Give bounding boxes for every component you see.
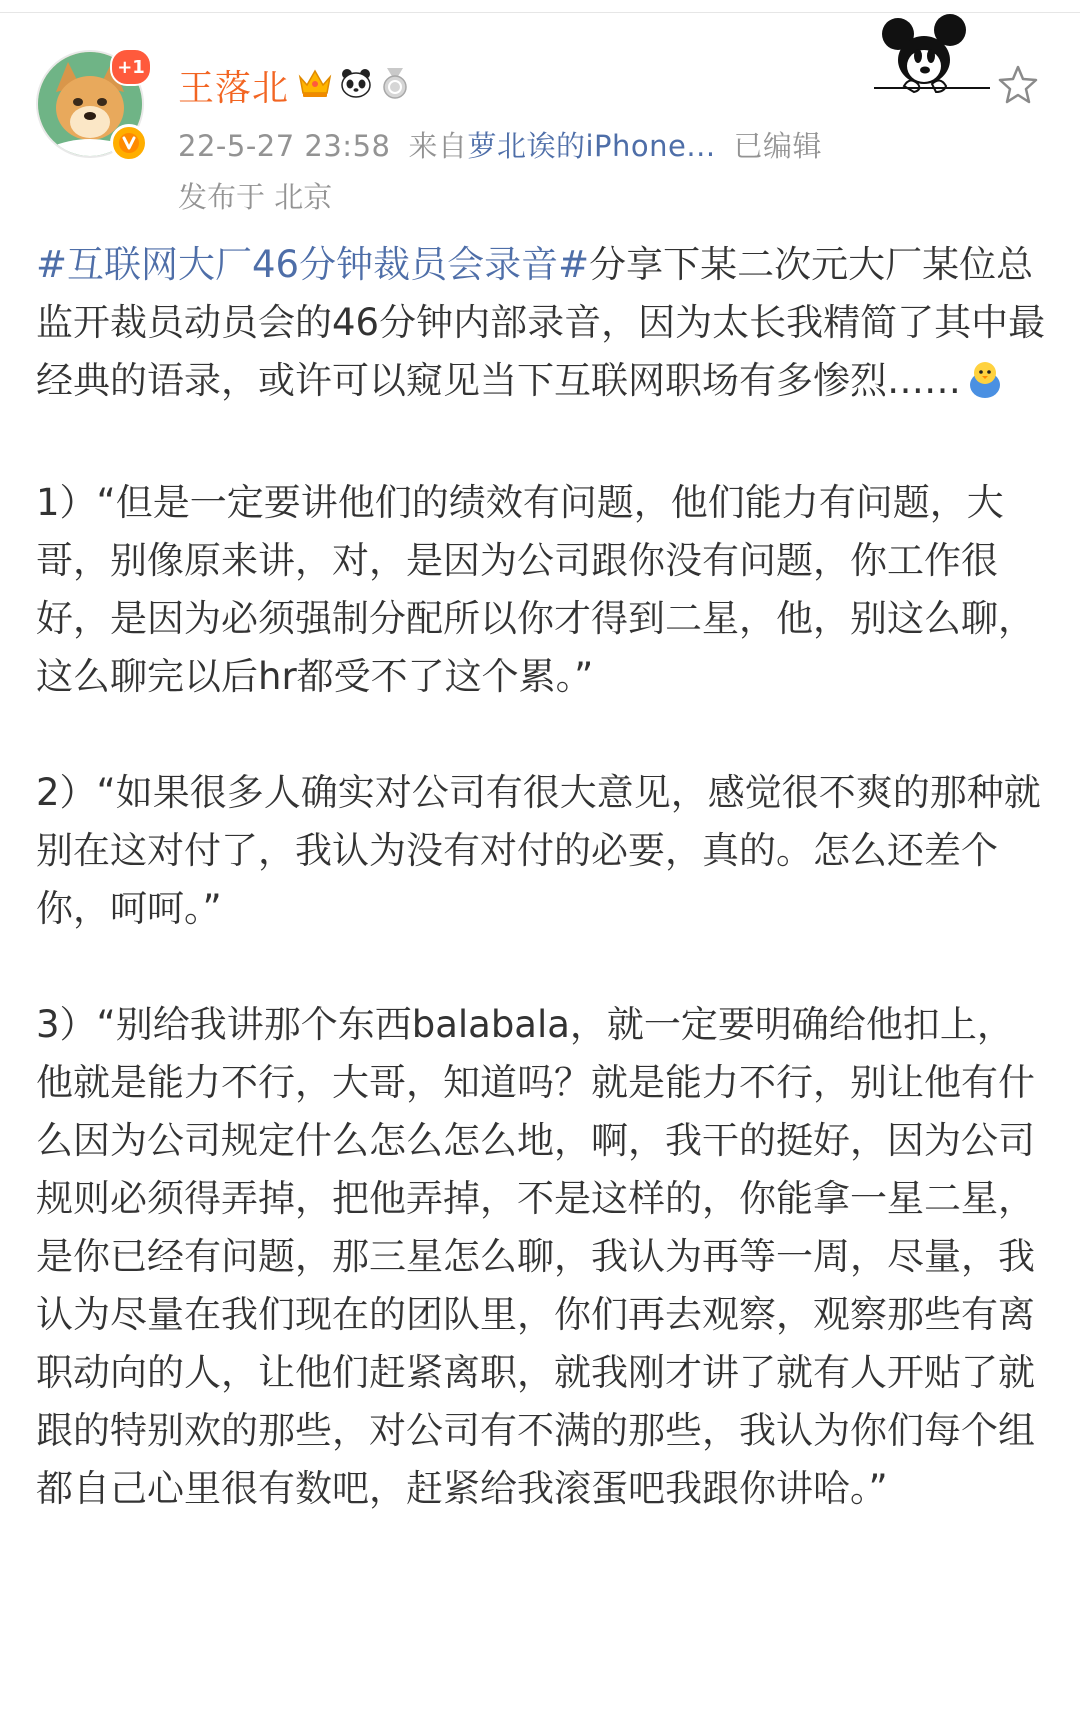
top-divider [0,12,1080,13]
chick-emoji-icon [967,358,1003,416]
panda-icon[interactable] [339,67,373,103]
star-outline-icon [998,64,1038,104]
favorite-star-button[interactable] [998,64,1038,108]
author-avatar[interactable] [36,50,144,158]
source-device-link[interactable]: 萝北诶的iPhone... [467,129,716,163]
follow-plus-badge: +1 [110,48,152,86]
quote-3: 3）“别给我讲那个东西balabala，就一定要明确给他扣上，他就是能力不行，大哥，知道吗？就是能力不行，别让他有什么因为公司规定什么怎么怎么地，啊，我干的挺好，因为公司规则必须得弄掉，把他弄掉，不是这样的，你能拿一星二星，是你已经有问题，那三星怎么聊，我认为再等一周，尽量，我认为尽量在我们现在的团队里，你们再去观察，观察那些有离职动向的人，让他们赶紧离职，就我刚才讲了就有人开贴了就跟的特别欢的那些，对公司有不满的那些，我认为你们每个组都自己心里很有数吧，赶紧给我滚蛋吧我跟你讲哈。” [36,1003,1035,1510]
timestamp: 22-5-27 23:58 [178,129,391,163]
mickey-mascot-icon [874,14,990,100]
post-intro [36,236,1046,416]
post-body [36,236,1046,1576]
user-badges [297,66,411,104]
verified-v-icon [110,124,148,162]
medal-icon[interactable] [379,66,411,104]
hashtag-link[interactable]: #互联网大厂46分钟裁员会录音# [36,243,590,286]
quote-2: 2）“如果很多人确实对公司有很大意见，感觉很不爽的那种就别在这对付了，我认为没有对付的必要，真的。怎么还差个你，呵呵。” [36,771,1041,930]
edited-label[interactable]: 已编辑 [733,129,823,163]
post-header [178,60,822,216]
quote-1: 1）“但是一定要讲他们的绩效有问题，他们能力有问题，大哥，别像原来讲，对，是因为公司跟你没有问题，你工作很好，是因为必须强制分配所以你才得到二星，他，别这么聊，这么聊完以后hr都受不了这个累。” [36,481,1035,698]
source-prefix: 来自 [408,129,468,163]
post-meta [178,124,822,165]
location-label: 发布于 北京 [178,180,333,214]
intro-text: 分享下某二次元大厂某位总监开裁员动员会的46分钟内部录音，因为太长我精简了其中最经典的语录，或许可以窥见当下互联网职场有多惨烈…… [36,243,1046,402]
crown-icon[interactable] [297,67,333,103]
name-row [178,60,822,110]
username[interactable]: 王落北 [178,67,290,109]
